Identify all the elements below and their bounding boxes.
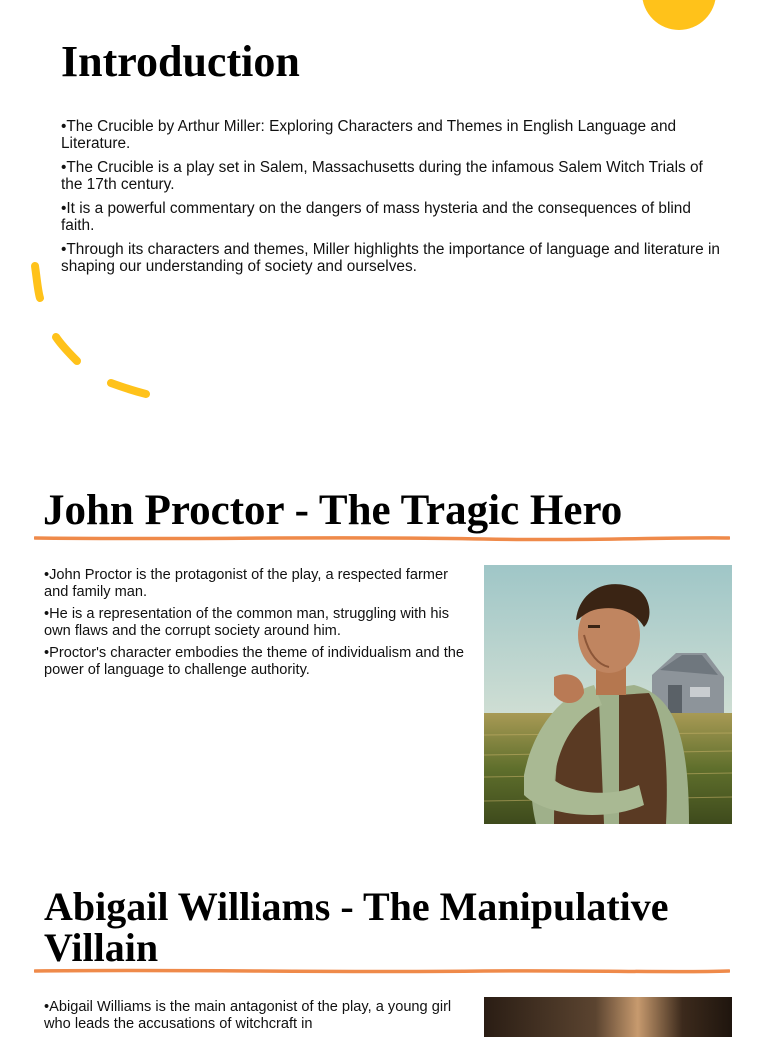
- abigail-williams-portrait: [484, 997, 732, 1037]
- yellow-circle-decoration: [642, 0, 716, 30]
- intro-bullet: •Through its characters and themes, Miller highlights the importance of language and literature in shaping our understanding of society and ourselves.: [61, 241, 720, 275]
- orange-underline-decoration: [34, 534, 730, 542]
- intro-bullet: •The Crucible is a play set in Salem, Massachusetts during the infamous Salem Witch Trials of the 17th century.: [61, 159, 703, 193]
- intro-title: Introduction: [61, 37, 300, 86]
- intro-bullet: •It is a powerful commentary on the dangers of mass hysteria and the consequences of blind faith.: [61, 200, 691, 234]
- intro-bullet-list: [61, 118, 721, 282]
- intro-bullet: •The Crucible by Arthur Miller: Exploring Characters and Themes in English Language and Literature.: [61, 118, 677, 152]
- proctor-bullet: •Proctor's character embodies the theme of individualism and the power of language to challenge authority.: [44, 645, 464, 678]
- abigail-bullet-list: [44, 999, 464, 1033]
- proctor-bullet: •He is a representation of the common man, struggling with his own flaws and the corrupt society around him.: [44, 606, 450, 639]
- john-proctor-portrait: [484, 565, 732, 824]
- abigail-bullet: •Abigail Williams is the main antagonist of the play, a young girl who leads the accusations of witchcraft in: [44, 999, 452, 1032]
- proctor-bullet-list: [44, 567, 464, 684]
- proctor-bullet: •John Proctor is the protagonist of the play, a respected farmer and family man.: [44, 567, 448, 600]
- abigail-title: Abigail Williams - The Manipulative Villain: [44, 884, 669, 970]
- proctor-title: John Proctor - The Tragic Hero: [43, 487, 623, 534]
- orange-underline-decoration: [34, 967, 730, 975]
